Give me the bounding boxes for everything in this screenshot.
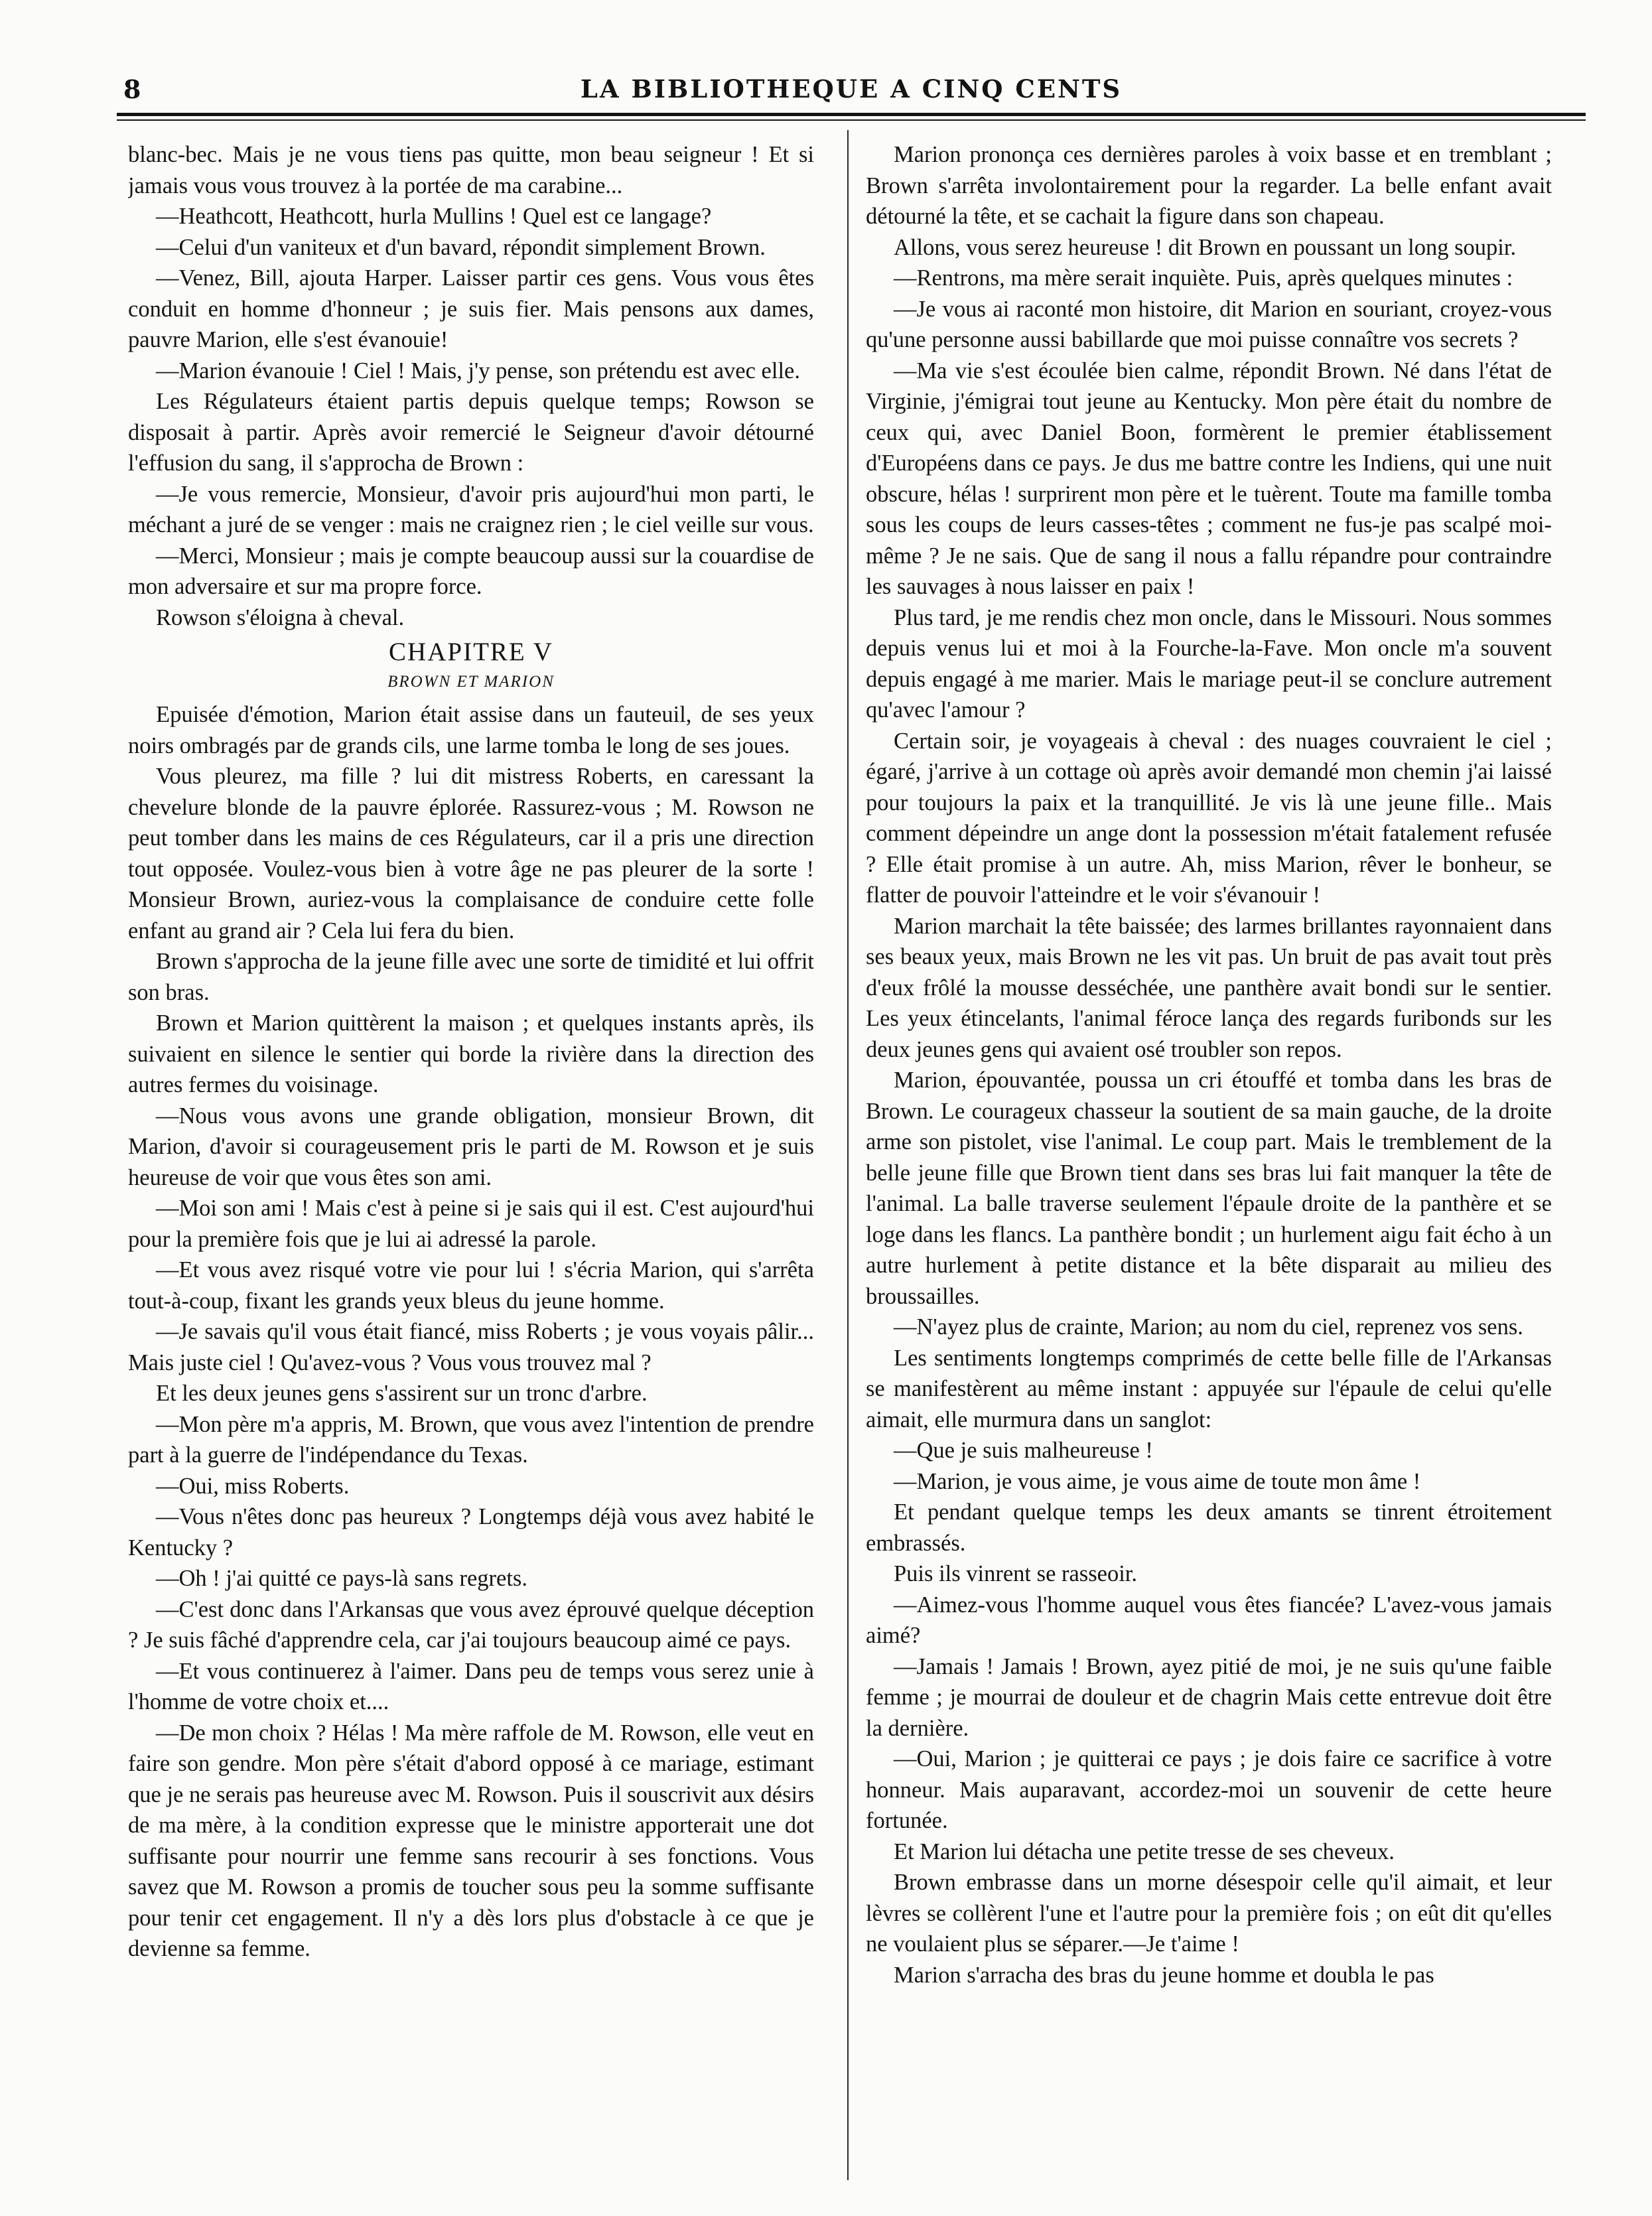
paragraph: Et Marion lui détacha une petite tresse de ses cheveux. <box>894 1838 1395 1864</box>
paragraph: Marion, épouvantée, poussa un cri étouffé et tomba dans les bras de Brown. Le courageux chasseur la soutient de sa main gauche, de la droite arme son pistolet, vise l'animal. Le coup part. Mais le tremblement de la belle jeune fille que Brown tient dans ses bras lui fait manquer la tête de l'animal. La balle traverse seulement l'épaule droite de la panthère et se loge dans les flancs. La panthère bondit ; un hurlement aigu fait écho à un autre hurlement à petite distance et la bête disparait au milieu des broussailles. <box>866 1068 1552 1309</box>
paragraph: Les Régulateurs étaient partis depuis quelque temps; Rowson se disposait à partir. Après avoir remercié le Seigneur d'avoir détourné l'effusion du sang, il s'approcha de Brown : <box>128 389 814 476</box>
paragraph: —Heathcott, Heathcott, hurla Mullins ! Quel est ce langage? <box>156 204 712 229</box>
paragraph: —Mon père m'a appris, M. Brown, que vous avez l'intention de prendre part à la guerre de l'indépendance du Texas. <box>128 1411 814 1468</box>
paragraph: —Je vous ai raconté mon histoire, dit Marion en souriant, croyez-vous qu'une personne aussi babillarde que moi puisse connaître vos secrets ? <box>866 296 1552 352</box>
column-divider <box>847 130 849 2180</box>
paragraph: Brown embrasse dans un morne désespoir celle qu'il aimait, et leur lèvres se collèrent l'une et l'autre pour la première fois ; on eût dit qu'elles ne voulaient plus se séparer.—Je t'aime ! <box>866 1870 1552 1957</box>
paragraph: —Oh ! j'ai quitté ce pays-là sans regrets. <box>156 1566 527 1591</box>
chapter-title: CHAPITRE V <box>389 638 553 666</box>
paragraph: —Celui d'un vaniteux et d'un bavard, répondit simplement Brown. <box>156 234 766 260</box>
paragraph: —Oui, miss Roberts. <box>156 1473 350 1499</box>
page-number: 8 <box>123 74 141 104</box>
paragraph: —Marion évanouie ! Ciel ! Mais, j'y pense, son prétendu est avec elle. <box>156 358 800 383</box>
paragraph: Plus tard, je me rendis chez mon oncle, dans le Missouri. Nous sommes depuis venus lui et moi à la Fourche-la-Fave. Mon oncle m'a souvent depuis engagé à me marier. Mais le mariage peut-il se conclure autrement qu'avec l'amour ? <box>866 604 1552 723</box>
paragraph: —Merci, Monsieur ; mais je compte beaucoup aussi sur la couardise de mon adversaire et sur ma propre force. <box>128 543 814 599</box>
paragraph: —Nous vous avons une grande obligation, monsieur Brown, dit Marion, d'avoir si courageusement pris le parti de M. Rowson et je suis heureuse de voir que vous êtes son ami. <box>128 1103 814 1190</box>
header-rule-thin <box>117 119 1586 121</box>
paragraph: Brown et Marion quittèrent la maison ; et quelques instants après, ils suivaient en silence le sentier qui borde la rivière dans la direction des autres fermes du voisinage. <box>128 1010 814 1097</box>
paragraph: —Aimez-vous l'homme auquel vous êtes fiancée? L'avez-vous jamais aimé? <box>866 1592 1552 1648</box>
paragraph: —Oui, Marion ; je quitterai ce pays ; je dois faire ce sacrifice à votre honneur. Mais auparavant, accordez-moi un souvenir de cette heure fortunée. <box>866 1746 1552 1833</box>
paragraph: Marion prononça ces dernières paroles à voix basse et en tremblant ; Brown s'arrêta involontairement pour la regarder. La belle enfant avait détourné la tête, et se cachait la figure dans son chapeau. <box>866 142 1552 229</box>
paragraph: —Jamais ! Jamais ! Brown, ayez pitié de moi, je ne suis qu'une faible femme ; je mourrai de douleur et de chagrin Mais cette entrevue doit être la dernière. <box>866 1653 1552 1741</box>
paragraph: Les sentiments longtemps comprimés de cette belle fille de l'Arkansas se manifestèrent au même instant : appuyée sur l'épaule de celui qu'elle aimait, elle murmura dans un sanglot: <box>866 1345 1552 1432</box>
paragraph: Vous pleurez, ma fille ? lui dit mistress Roberts, en caressant la chevelure blonde de la pauvre éplorée. Rassurez-vous ; M. Rowson ne peut tomber dans les mains de ces Régulateurs, car il a pris une direction tout opposée. Voulez-vous bien à votre âge ne pas pleurer de la sorte ! Monsieur Brown, auriez-vous la complaisance de conduire cette folle enfant au grand air ? Cela lui fera du bien. <box>128 764 814 943</box>
paragraph: —Et vous continuerez à l'aimer. Dans peu de temps vous serez unie à l'homme de votre choix et.... <box>128 1658 814 1714</box>
right-column <box>866 139 1552 2183</box>
paragraph: Marion marchait la tête baissée; des larmes brillantes rayonnaient dans ses beaux yeux, mais Brown ne les vit pas. Un bruit de pas avait tout près d'eux frôlé la mousse desséchée, une panthère avait bondi sur le sentier. Les yeux étincelants, l'animal féroce lança des regards furibonds sur les deux jeunes gens qui avaient osé troubler son repos. <box>866 913 1552 1062</box>
header-rule <box>117 113 1586 116</box>
paragraph: Epuisée d'émotion, Marion était assise dans un fauteuil, de ses yeux noirs ombragés par de grands cils, une larme tomba le long de ses joues. <box>128 702 814 758</box>
paragraph: Allons, vous serez heureuse ! dit Brown en poussant un long soupir. <box>894 234 1517 260</box>
page-header <box>117 74 1586 114</box>
paragraph: Certain soir, je voyageais à cheval : des nuages couvraient le ciel ; égaré, j'arrive à un cottage où après avoir demandé mon chemin j'ai laissé pour toujours la paix et la tranquillité. Je vis là une jeune fille.. Mais comment dépeindre un ange dont la possession m'était fatalement refusée ? Elle était promise à un autre. Ah, miss Marion, rêver le bonheur, se flatter de pouvoir l'atteindre et le voir s'évanouir ! <box>866 728 1552 908</box>
paragraph: —Et vous avez risqué votre vie pour lui ! s'écria Marion, qui s'arrêta tout-à-coup, fixant les grands yeux bleus du jeune homme. <box>128 1257 814 1314</box>
left-column <box>128 139 814 2183</box>
chapter-subtitle: BROWN ET MARION <box>387 673 555 691</box>
paragraph: —Vous n'êtes donc pas heureux ? Longtemps déjà vous avez habité le Kentucky ? <box>128 1504 814 1560</box>
paragraph: —Je vous remercie, Monsieur, d'avoir pris aujourd'hui mon parti, le méchant a juré de se venger : mais ne craignez rien ; le ciel veille sur vous. <box>128 481 814 537</box>
paragraph: Brown s'approcha de la jeune fille avec une sorte de timidité et lui offrit son bras. <box>128 949 814 1005</box>
paragraph: Marion s'arracha des bras du jeune homme et doubla le pas <box>894 1962 1434 1988</box>
paragraph: blanc-bec. Mais je ne vous tiens pas quitte, mon beau seigneur ! Et si jamais vous vous trouvez à la portée de ma carabine... <box>128 142 814 198</box>
running-title: LA BIBLIOTHEQUE A CINQ CENTS <box>580 74 1123 104</box>
paragraph: —Ma vie s'est écoulée bien calme, répondit Brown. Né dans l'état de Virginie, j'émigrai tout jeune au Kentucky. Mon père était du nombre de ceux qui, avec Daniel Boon, formèrent le premier établissement d'Européens dans ce pays. Je dus me battre contre les Indiens, qui une nuit obscure, hélas ! surprirent mon père et le tuèrent. Toute ma famille tomba sous les coups de leurs casses-têtes ; comment ne fus-je pas scalpé moi-même ? Je ne sais. Que de sang il nous a fallu répandre pour contraindre les sauvages à nous laisser en paix ! <box>866 358 1552 599</box>
paragraph: —C'est donc dans l'Arkansas que vous avez éprouvé quelque déception ? Je suis fâché d'apprendre cela, car j'ai toujours beaucoup aimé ce pays. <box>128 1596 814 1653</box>
paragraph: Puis ils vinrent se rasseoir. <box>894 1561 1138 1586</box>
paragraph: Rowson s'éloigna à cheval. <box>156 604 405 630</box>
paragraph: Et les deux jeunes gens s'assirent sur un tronc d'arbre. <box>156 1381 648 1406</box>
paragraph: Et pendant quelque temps les deux amants se tinrent étroitement embrassés. <box>866 1499 1552 1556</box>
paragraph: —N'ayez plus de crainte, Marion; au nom du ciel, reprenez vos sens. <box>894 1314 1523 1340</box>
paragraph: —Venez, Bill, ajouta Harper. Laisser partir ces gens. Vous vous êtes conduit en homme d'honneur ; je suis fier. Mais pensons aux dames, pauvre Marion, elle s'est évanouie! <box>128 265 814 352</box>
paragraph: —Que je suis malheureuse ! <box>894 1438 1153 1463</box>
paragraph: —Rentrons, ma mère serait inquiète. Puis, après quelques minutes : <box>894 265 1513 291</box>
paragraph: —Moi son ami ! Mais c'est à peine si je sais qui il est. C'est aujourd'hui pour la première fois que je lui ai adressé la parole. <box>128 1196 814 1252</box>
paragraph: —Je savais qu'il vous était fiancé, miss Roberts ; je vous voyais pâlir... Mais juste ciel ! Qu'avez-vous ? Vous vous trouvez mal ? <box>128 1319 814 1375</box>
paragraph: —Marion, je vous aime, je vous aime de toute mon âme ! <box>894 1468 1421 1494</box>
paragraph: —De mon choix ? Hélas ! Ma mère raffole de M. Rowson, elle veut en faire son gendre. Mon père s'était d'abord opposé à ce mariage, estimant que je ne serais pas heureuse avec M. Rowson. Puis il souscrivit aux désirs de ma mère, à la condition expresse que le ministre apporterait une dot suffisante pour nourrir une femme sans recourir à ses fonctions. Vous savez que M. Rowson a promis de toucher sous peu la somme suffisante pour tenir cet engagement. Il n'y a dès lors plus d'obstacle à ce que je devienne sa femme. <box>128 1720 814 1961</box>
